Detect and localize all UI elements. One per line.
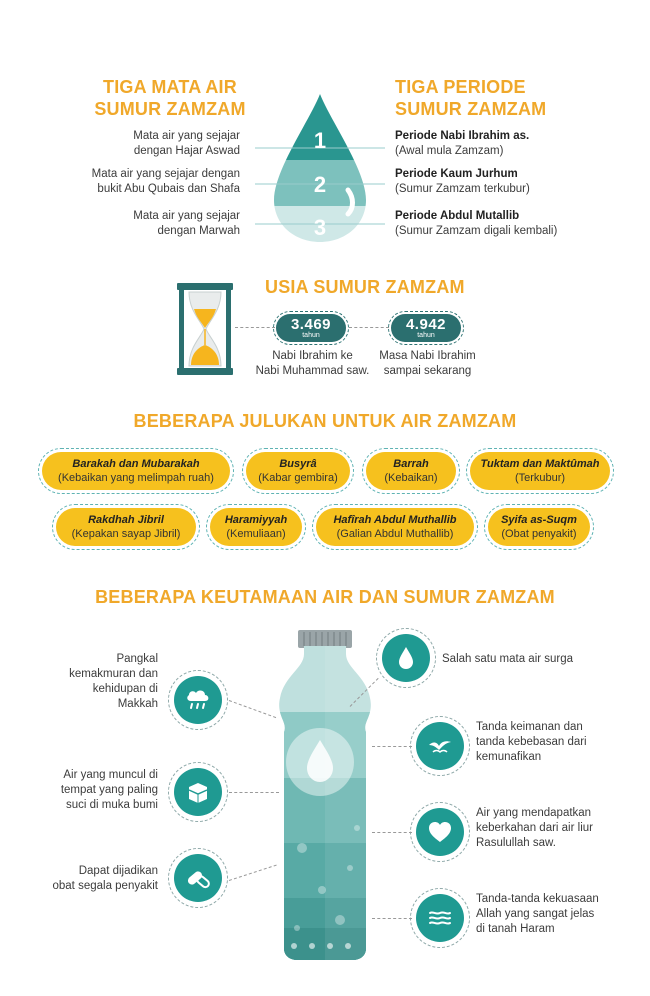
nickname-name: Barakah dan Mubarakah	[72, 458, 200, 470]
nickname-name: Haramiyyah	[224, 514, 288, 526]
period-desc: (Sumur Zamzam digali kembali)	[395, 225, 558, 237]
benefit-line: Dapat dijadikan	[78, 865, 158, 877]
benefit-icon-ring	[410, 888, 470, 948]
benefit-line: tanda kebebasan dari	[476, 736, 587, 748]
nickname-gloss: (Kepakan sayap Jibril)	[71, 528, 181, 540]
benefit-text	[476, 806, 636, 851]
hourglass-icon	[175, 281, 235, 377]
age-unit: tahun	[417, 331, 435, 339]
period-desc: (Awal mula Zamzam)	[395, 145, 504, 157]
benefit-icon-ring	[168, 670, 228, 730]
medicine-capsule-icon	[183, 863, 213, 893]
drop-number-3: 3	[313, 215, 327, 240]
spring-text: dengan Hajar Aswad	[133, 145, 240, 157]
benefit-line: Salah satu mata air surga	[442, 653, 574, 665]
benefit-icon-ring	[376, 628, 436, 688]
spring-item	[60, 209, 240, 239]
period-item	[395, 167, 615, 197]
benefits-title: BEBERAPA KEUTAMAAN AIR DAN SUMUR ZAMZAM	[95, 587, 555, 607]
age-unit: tahun	[302, 331, 320, 339]
benefit-line: Air yang muncul di	[63, 769, 158, 781]
benefit-connector	[372, 832, 412, 833]
period-item	[395, 129, 615, 159]
benefit-icon-ring	[410, 716, 470, 776]
benefit-line: kemunafikan	[476, 751, 542, 763]
age-connector	[349, 327, 389, 328]
nickname-gloss: (Obat penyakit)	[501, 528, 577, 540]
benefit-icon-ring	[168, 848, 228, 908]
age-value: 3.469	[290, 315, 332, 333]
benefit-icon-ring	[168, 762, 228, 822]
nickname-pill	[484, 504, 594, 550]
birds-icon	[425, 731, 455, 761]
benefit-line: Rasulullah saw.	[476, 837, 556, 849]
benefit-line: Allah yang sangat jelas	[476, 908, 595, 920]
periods-title-line2: SUMUR ZAMZAM	[395, 99, 547, 119]
nickname-gloss: (Galian Abdul Muthallib)	[336, 528, 454, 540]
nickname-pill	[52, 504, 200, 550]
benefit-line: Pangkal	[116, 653, 158, 665]
age-caption-line: sampai sekarang	[383, 365, 472, 377]
spring-item	[50, 167, 240, 197]
cloud-rain-icon	[183, 685, 213, 715]
nickname-pill	[362, 448, 460, 494]
drop-number-2: 2	[313, 172, 327, 197]
nickname-pill	[206, 504, 306, 550]
spring-text: Mata air yang sejajar dengan	[91, 168, 240, 180]
age-value: 4.942	[405, 315, 447, 333]
benefit-text	[442, 652, 612, 667]
nickname-pill	[242, 448, 354, 494]
nickname-name: Hafîrah Abdul Muthallib	[333, 514, 457, 526]
age-title: USIA SUMUR ZAMZAM	[265, 277, 465, 297]
nickname-gloss: (Kemuliaan)	[226, 528, 286, 540]
period-name: Periode Abdul Mutallib	[395, 210, 520, 222]
springs-title-line2: SUMUR ZAMZAM	[94, 99, 246, 119]
heart-icon	[425, 817, 455, 847]
benefit-connector	[229, 792, 279, 793]
nickname-pill	[312, 504, 478, 550]
water-drop-diagram	[250, 90, 390, 250]
springs-title	[85, 76, 255, 120]
benefit-line: tempat yang paling	[60, 784, 158, 796]
nicknames-title: BEBERAPA JULUKAN UNTUK AIR ZAMZAM	[133, 411, 517, 431]
benefit-line: keberkahan dari air liur	[476, 822, 593, 834]
nickname-gloss: (Kebaikan)	[384, 472, 438, 484]
benefit-connector	[372, 746, 412, 747]
age-connector	[235, 327, 275, 328]
nickname-name: Busyrâ	[279, 458, 317, 470]
age-badge	[273, 311, 349, 345]
drop-number-1: 1	[313, 128, 327, 153]
benefit-text	[476, 892, 636, 937]
nickname-gloss: (Kabar gembira)	[258, 472, 338, 484]
benefit-text	[50, 652, 158, 712]
benefit-line: Air yang mendapatkan	[476, 807, 592, 819]
period-name: Periode Kaum Jurhum	[395, 168, 518, 180]
spring-text: dengan Marwah	[157, 225, 240, 237]
benefit-icon-ring	[410, 802, 470, 862]
period-name: Periode Nabi Ibrahim as.	[395, 130, 530, 142]
benefit-line: kehidupan di Makkah	[92, 683, 158, 710]
nickname-name: Tuktam dan Maktûmah	[480, 458, 600, 470]
benefit-line: di tanah Haram	[476, 923, 555, 935]
benefit-connector	[372, 918, 412, 919]
spring-text: Mata air yang sejajar	[133, 210, 240, 222]
age-caption	[255, 349, 370, 379]
water-drop-icon	[391, 643, 421, 673]
benefit-line: Tanda keimanan dan	[476, 721, 583, 733]
age-badge	[388, 311, 464, 345]
benefit-text	[40, 768, 158, 813]
age-caption-line: Masa Nabi Ibrahim	[379, 350, 476, 362]
benefit-line: obat segala penyakit	[52, 880, 158, 892]
nickname-pill	[38, 448, 234, 494]
water-bottle	[262, 628, 388, 964]
nickname-pill	[466, 448, 614, 494]
nickname-name: Syifa as-Suqm	[501, 514, 577, 526]
nickname-name: Barrah	[393, 458, 429, 470]
waves-icon	[425, 903, 455, 933]
nickname-name: Rakdhah Jibril	[88, 514, 164, 526]
age-caption	[370, 349, 485, 379]
nickname-gloss: (Terkubur)	[514, 472, 566, 484]
period-item	[395, 209, 625, 239]
spring-item	[60, 129, 240, 159]
kaaba-icon	[183, 777, 213, 807]
benefit-text	[38, 864, 158, 894]
age-caption-line: Nabi Ibrahim ke	[272, 350, 353, 362]
benefit-line: Tanda-tanda kekuasaan	[476, 893, 599, 905]
spring-text: bukit Abu Qubais dan Shafa	[97, 183, 240, 195]
benefit-text	[476, 720, 636, 765]
periods-title	[395, 76, 595, 120]
springs-title-line1: TIGA MATA AIR	[103, 77, 237, 97]
nickname-gloss: (Kebaikan yang melimpah ruah)	[58, 472, 214, 484]
period-desc: (Sumur Zamzam terkubur)	[395, 183, 530, 195]
age-caption-line: Nabi Muhammad saw.	[255, 365, 370, 377]
periods-title-line1: TIGA PERIODE	[395, 77, 526, 97]
spring-text: Mata air yang sejajar	[133, 130, 240, 142]
benefit-line: kemakmuran dan	[69, 668, 158, 680]
benefit-line: suci di muka bumi	[65, 799, 158, 811]
